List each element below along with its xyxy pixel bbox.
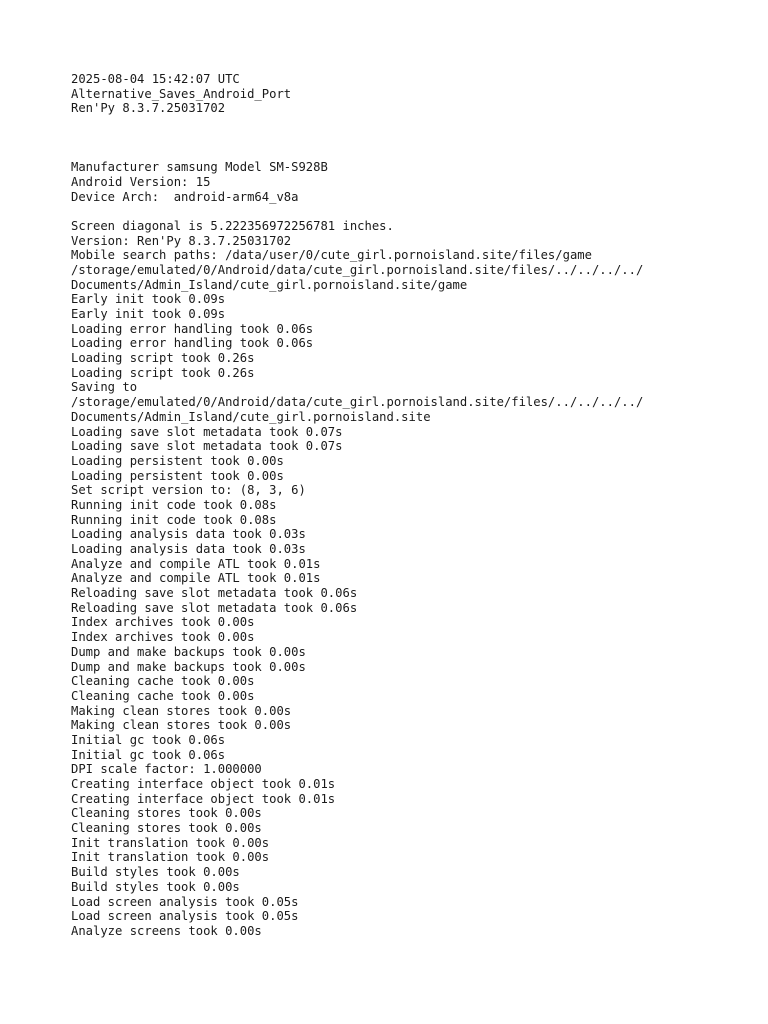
log-line: Initial gc took 0.06s (71, 732, 226, 747)
log-line: Early init took 0.09s (71, 307, 226, 321)
log-line: Mobile search paths: /data/user/0/cute_girl.pornoisland.site/files/game (71, 248, 592, 263)
log-line (71, 204, 761, 219)
log-line: Creating interface object took 0.01s (71, 791, 336, 806)
log-line (71, 145, 761, 160)
log-line: Cleaning cache took 0.00s (71, 688, 255, 703)
log-line: Load screen analysis took 0.05s (71, 894, 299, 909)
log-line: Index archives took 0.00s (71, 615, 255, 630)
log-line: Set script version to: (8, 3, 6) (71, 483, 306, 498)
log-line: Analyze screens took 0.00s (71, 923, 262, 938)
log-line: Init translation took 0.00s (71, 850, 270, 865)
log-line: Loading persistent took 0.00s (71, 468, 284, 483)
log-line: Saving to (71, 380, 138, 395)
log-line: Device Arch: android-arm64_v8a (71, 189, 299, 204)
log-line: Loading save slot metadata took 0.07s (71, 424, 343, 439)
log-line: Making clean stores took 0.00s (71, 703, 292, 718)
log-line: Loading error handling took 0.06s (71, 336, 314, 351)
log-line (71, 116, 761, 131)
log-line: Dump and make backups took 0.00s (71, 659, 306, 674)
log-line: 2025-08-04 15:42:07 UTC (71, 72, 240, 86)
log-line: Documents/Admin_Island/cute_girl.pornoisland.site (71, 409, 431, 424)
log-line: Index archives took 0.00s (71, 630, 255, 645)
log-line (71, 131, 761, 146)
log-line: Early init took 0.09s (71, 292, 226, 307)
log-line: Screen diagonal is 5.222356972256781 inches. (71, 218, 394, 233)
log-line: Ren'Py 8.3.7.25031702 (71, 101, 226, 116)
log-line: Reloading save slot metadata took 0.06s (71, 586, 358, 601)
log-line: Alternative_Saves_Android_Port (71, 86, 292, 101)
log-line: Load screen analysis took 0.05s (71, 909, 299, 924)
log-line: Analyze and compile ATL took 0.01s (71, 571, 321, 586)
log-line: Initial gc took 0.06s (71, 747, 226, 762)
log-line: Manufacturer samsung Model SM-S928B (71, 160, 328, 175)
log-line: Analyze and compile ATL took 0.01s (71, 556, 321, 571)
log-line: Loading analysis data took 0.03s (71, 527, 306, 542)
log-line: Loading error handling took 0.06s (71, 321, 314, 336)
log-text (71, 72, 761, 939)
log-line: Loading save slot metadata took 0.07s (71, 439, 343, 454)
log-line: Cleaning stores took 0.00s (71, 821, 262, 836)
log-line: Loading script took 0.26s (71, 365, 255, 380)
log-line: Loading script took 0.26s (71, 351, 255, 366)
log-line: Cleaning stores took 0.00s (71, 806, 262, 821)
log-line: Loading analysis data took 0.03s (71, 542, 306, 556)
log-line: Loading persistent took 0.00s (71, 453, 284, 468)
log-line: /storage/emulated/0/Android/data/cute_girl.pornoisland.site/files/../../../../ (71, 262, 644, 277)
log-line: Creating interface object took 0.01s (71, 777, 336, 791)
log-line: Running init code took 0.08s (71, 512, 277, 527)
log-line: Init translation took 0.00s (71, 835, 270, 850)
log-line: Reloading save slot metadata took 0.06s (71, 600, 358, 615)
log-line: Version: Ren'Py 8.3.7.25031702 (71, 233, 292, 248)
log-line: /storage/emulated/0/Android/data/cute_girl.pornoisland.site/files/../../../../ (71, 395, 644, 410)
log-line: Build styles took 0.00s (71, 879, 240, 894)
log-line: Cleaning cache took 0.00s (71, 674, 255, 689)
log-line: Running init code took 0.08s (71, 497, 277, 512)
log-line: Android Version: 15 (71, 174, 211, 189)
log-line: Making clean stores took 0.00s (71, 718, 292, 733)
log-line: Dump and make backups took 0.00s (71, 644, 306, 659)
log-line: Build styles took 0.00s (71, 865, 240, 880)
log-line: Documents/Admin_Island/cute_girl.pornoisland.site/game (71, 277, 468, 292)
log-line: DPI scale factor: 1.000000 (71, 762, 262, 777)
